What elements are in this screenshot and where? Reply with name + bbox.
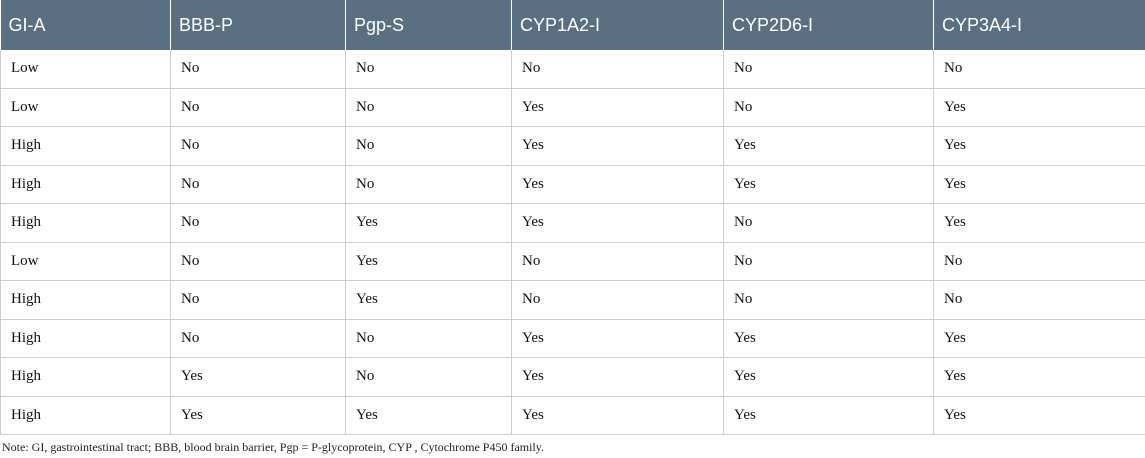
table-cell: Yes	[346, 204, 512, 243]
table-cell: Yes	[346, 281, 512, 320]
table-cell: Low	[1, 88, 171, 127]
header-gi-a: GI-A	[1, 0, 171, 50]
table-cell: No	[171, 242, 346, 281]
table-cell: No	[171, 281, 346, 320]
table-cell: High	[1, 165, 171, 204]
table-cell: No	[346, 50, 512, 88]
table-cell: Yes	[512, 204, 724, 243]
table-cell: No	[171, 50, 346, 88]
table-cell: Yes	[934, 165, 1145, 204]
table-cell: Yes	[724, 127, 934, 166]
table-footnote: Note: GI, gastrointestinal tract; BBB, blood brain barrier, Pgp = P-glycoprotein, CYP , Cytochrome P450 family.	[2, 440, 544, 454]
table-cell: No	[724, 281, 934, 320]
table-cell: No	[512, 50, 724, 88]
table-cell: Yes	[512, 127, 724, 166]
header-cyp3a4-i: CYP3A4-I	[934, 0, 1145, 50]
table-cell: Yes	[934, 358, 1145, 397]
table-cell: No	[724, 242, 934, 281]
table-cell: Yes	[512, 396, 724, 435]
table-row	[1, 358, 1145, 397]
table-cell: No	[346, 88, 512, 127]
table-cell: Yes	[934, 319, 1145, 358]
table-cell: Yes	[934, 396, 1145, 435]
table-cell: No	[724, 88, 934, 127]
table-cell: No	[512, 242, 724, 281]
header-row	[1, 0, 1145, 50]
table-cell: High	[1, 358, 171, 397]
table-cell: Yes	[934, 204, 1145, 243]
table-cell: No	[724, 50, 934, 88]
table-cell: No	[724, 204, 934, 243]
table-row	[1, 319, 1145, 358]
table-row	[1, 165, 1145, 204]
table-cell: No	[346, 165, 512, 204]
table-cell: No	[171, 319, 346, 358]
table-cell: Yes	[724, 358, 934, 397]
table-cell: Yes	[724, 165, 934, 204]
table-cell: Yes	[346, 396, 512, 435]
table-cell: Yes	[512, 319, 724, 358]
table-cell: No	[512, 281, 724, 320]
table-cell: No	[934, 281, 1145, 320]
table-cell: No	[346, 319, 512, 358]
table-row	[1, 281, 1145, 320]
table-cell: Yes	[512, 358, 724, 397]
table-row	[1, 127, 1145, 166]
table-cell: No	[346, 127, 512, 166]
table-cell: High	[1, 319, 171, 358]
table-row	[1, 50, 1145, 88]
table-cell: Low	[1, 50, 171, 88]
header-cyp1a2-i: CYP1A2-I	[512, 0, 724, 50]
table-cell: High	[1, 281, 171, 320]
table-cell: High	[1, 204, 171, 243]
table-cell: High	[1, 396, 171, 435]
table-cell: Yes	[171, 358, 346, 397]
table-cell: Yes	[512, 88, 724, 127]
table-row	[1, 396, 1145, 435]
table-cell: Yes	[171, 396, 346, 435]
table-cell: Yes	[934, 127, 1145, 166]
table-cell: Yes	[934, 88, 1145, 127]
table-cell: Yes	[724, 319, 934, 358]
table-cell: Yes	[512, 165, 724, 204]
table-cell: No	[171, 204, 346, 243]
table-cell: No	[934, 242, 1145, 281]
table-row	[1, 88, 1145, 127]
table-cell: High	[1, 127, 171, 166]
table-cell: No	[934, 50, 1145, 88]
table-cell: Yes	[346, 242, 512, 281]
table-row	[1, 204, 1145, 243]
header-cyp2d6-i: CYP2D6-I	[724, 0, 934, 50]
header-pgp-s: Pgp-S	[346, 0, 512, 50]
table-cell: No	[346, 358, 512, 397]
table-row	[1, 242, 1145, 281]
table-cell: Low	[1, 242, 171, 281]
header-bbb-p: BBB-P	[171, 0, 346, 50]
table-cell: Yes	[724, 396, 934, 435]
table-cell: No	[171, 127, 346, 166]
table-cell: No	[171, 88, 346, 127]
table-cell: No	[171, 165, 346, 204]
